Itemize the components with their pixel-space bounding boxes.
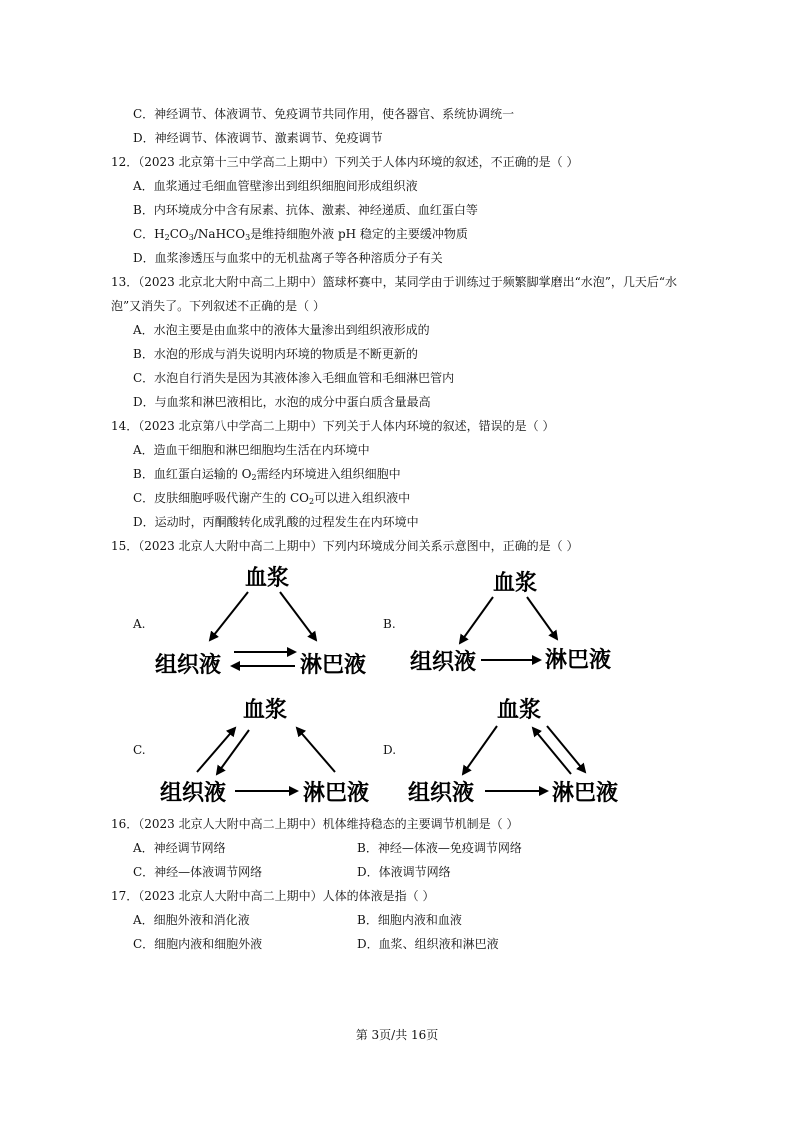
tissue-fluid-node: 组织液 bbox=[410, 649, 477, 675]
q14-option-c: C．皮肤细胞呼吸代谢产生的 $CO_2$可以进入组织液中 bbox=[133, 491, 411, 506]
q14-stem: 14．（2023 北京第八中学高二上期中）下列关于人体内环境的叙述，错误的是（ ） bbox=[111, 419, 555, 433]
lymph-node: 淋巴液 bbox=[300, 652, 367, 678]
q14-option-a: A．造血干细胞和淋巴细胞均生活在内环境中 bbox=[133, 443, 370, 457]
q16-option-d: D．体液调节网络 bbox=[357, 865, 451, 879]
q13-stem-line2: 泡”又消失了。下列叙述不正确的是（ ） bbox=[111, 299, 325, 313]
q15-diagram-c bbox=[155, 690, 385, 810]
q12-option-d: D．血浆渗透压与血浆中的无机盐离子等各种溶质分子有关 bbox=[133, 251, 443, 265]
q11-option-d: D．神经调节、体液调节、激素调节、免疫调节 bbox=[133, 131, 383, 145]
q13-option-a: A．水泡主要是由血浆中的液体大量渗出到组织液形成的 bbox=[133, 323, 430, 337]
tissue-fluid-node: 组织液 bbox=[155, 652, 222, 678]
q17-option-a: A．细胞外液和消化液 bbox=[133, 913, 250, 927]
q15-diagram-a bbox=[150, 560, 380, 685]
plasma-node: 血浆 bbox=[245, 565, 290, 591]
q15-label-c: C. bbox=[133, 743, 146, 757]
arrow-lymph-to-plasma bbox=[533, 728, 571, 774]
q17-option-c: C．细胞内液和细胞外液 bbox=[133, 937, 263, 951]
q16-option-b: B．神经—体液—免疫调节网络 bbox=[357, 841, 522, 855]
tissue-fluid-node: 组织液 bbox=[408, 780, 475, 806]
lymph-node: 淋巴液 bbox=[303, 780, 370, 806]
arrow-plasma-to-lymph bbox=[280, 592, 316, 640]
q13-option-b: B．水泡的形成与消失说明内环境的物质是不断更新的 bbox=[133, 347, 418, 361]
plasma-node: 血浆 bbox=[493, 570, 538, 596]
q17-option-d: D．血浆、组织液和淋巴液 bbox=[357, 937, 499, 951]
arrow-plasma-to-tissue bbox=[210, 592, 248, 640]
q16-stem: 16．（2023 北京人大附中高二上期中）机体维持稳态的主要调节机制是（ ） bbox=[111, 817, 519, 831]
arrow-plasma-to-tissue bbox=[217, 730, 249, 774]
q14-option-d: D．运动时，丙酮酸转化成乳酸的过程发生在内环境中 bbox=[133, 515, 419, 529]
plasma-node: 血浆 bbox=[497, 697, 542, 723]
q12-stem: 12．（2023 北京第十三中学高二上期中）下列关于人体内环境的叙述，不正确的是（ ） bbox=[111, 155, 579, 169]
arrow-tissue-to-plasma bbox=[197, 728, 235, 772]
q13-option-c: C．水泡自行消失是因为其液体渗入毛细血管和毛细淋巴管内 bbox=[133, 371, 455, 385]
q17-option-b: B．细胞内液和血液 bbox=[357, 913, 462, 927]
q12-option-c: C．$H_2CO_3/NaHCO_3$是维持细胞外液 pH 稳定的主要缓冲物质 bbox=[133, 227, 468, 242]
page-footer: 第 3页/共 16页 bbox=[355, 1028, 439, 1042]
q12-option-a: A．血浆通过毛细血管壁渗出到组织细胞间形成组织液 bbox=[133, 179, 418, 193]
q16-option-c: C．神经—体液调节网络 bbox=[133, 865, 263, 879]
lymph-node: 淋巴液 bbox=[545, 647, 612, 673]
arrow-plasma-to-lymph bbox=[547, 726, 585, 772]
arrow-plasma-to-tissue bbox=[460, 597, 493, 643]
q17-stem: 17．（2023 北京人大附中高二上期中）人体的体液是指（ ） bbox=[111, 889, 435, 903]
q16-option-a: A．神经调节网络 bbox=[133, 841, 226, 855]
lymph-node: 淋巴液 bbox=[552, 780, 619, 806]
tissue-fluid-node: 组织液 bbox=[160, 780, 227, 806]
arrow-plasma-to-lymph bbox=[527, 597, 557, 639]
arrow-plasma-to-tissue bbox=[463, 726, 497, 774]
arrow-lymph-to-plasma bbox=[297, 728, 335, 772]
q12-option-b: B．内环境成分中含有尿素、抗体、激素、神经递质、血红蛋白等 bbox=[133, 203, 478, 217]
q15-stem: 15．（2023 北京人大附中高二上期中）下列内环境成分间关系示意图中，正确的是（ ） bbox=[111, 539, 579, 553]
q14-option-b: B．血红蛋白运输的 $O_2$需经内环境进入组织细胞中 bbox=[133, 467, 401, 482]
q15-label-a: A. bbox=[133, 617, 146, 631]
q15-diagram-b bbox=[405, 565, 625, 683]
q15-label-b: B. bbox=[383, 617, 396, 631]
plasma-node: 血浆 bbox=[243, 697, 288, 723]
q15-diagram-d bbox=[405, 690, 635, 810]
q15-label-d: D. bbox=[383, 743, 397, 757]
q13-stem-line1: 13．（2023 北京北大附中高二上期中）篮球杯赛中，某同学由于训练过于频繁脚掌磨出“水泡”，几天后“水 bbox=[111, 275, 678, 289]
q13-option-d: D．与血浆和淋巴液相比，水泡的成分中蛋白质含量最高 bbox=[133, 395, 431, 409]
q11-option-c: C．神经调节、体液调节、免疫调节共同作用，使各器官、系统协调统一 bbox=[133, 107, 515, 121]
